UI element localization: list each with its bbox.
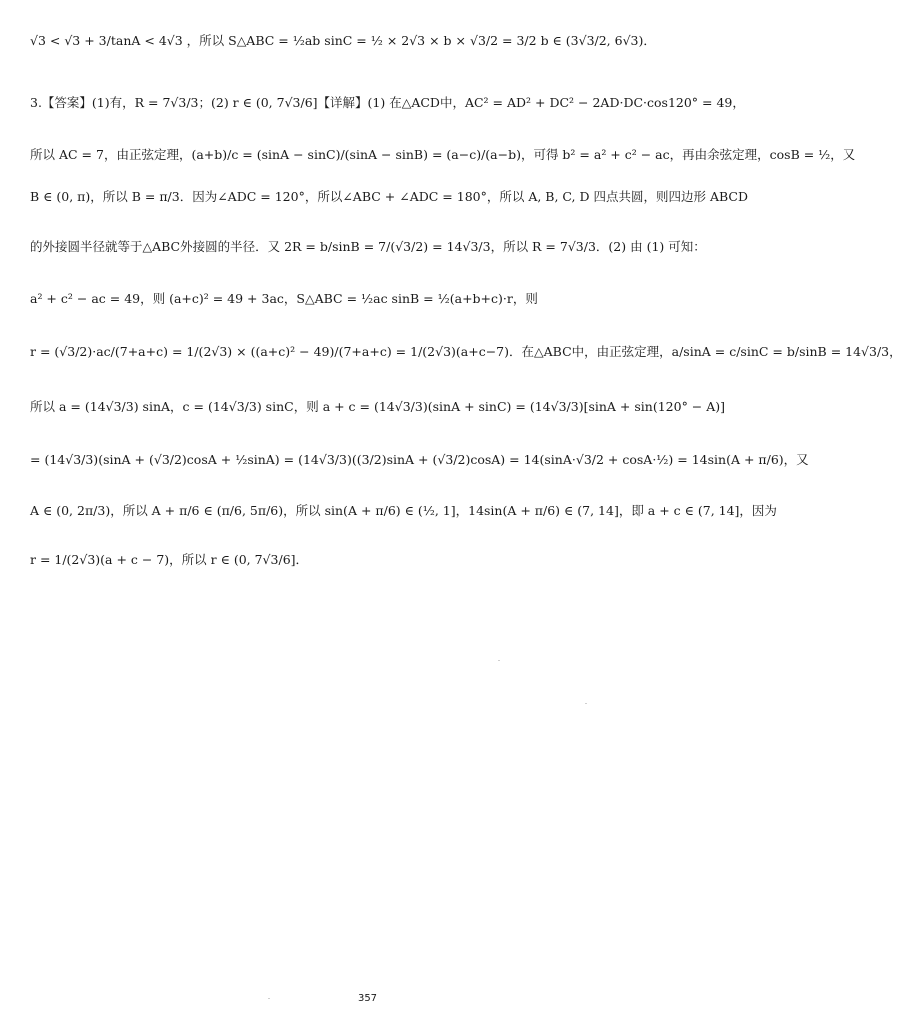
scan-speck (498, 660, 500, 661)
text-line-8: 所以 a = (14√3/3) sinA，c = (14√3/3) sinC，则 a + c = (14√3/3)(sinA + sinC) = (14√3/3)[sinA + sin(120° − A)] (30, 399, 726, 414)
text-line-7: r = (√3/2)·ac/(7+a+c) = 1/(2√3) × ((a+c)² − 49)/(7+a+c) = 1/(2√3)(a+c−7)．在△ABC中，由正弦定理，a/sinA = c/sinC = b/sinB = 14√3/3， (30, 344, 902, 359)
text-line-10: A ∈ (0, 2π/3)，所以 A + π/6 ∈ (π/6, 5π/6)，所以 sin(A + π/6) ∈ (½, 1]，14sin(A + π/6) ∈ (7, 14]，即 a + c ∈ (7, 14]，因为 (30, 503, 777, 518)
text-line-4: B ∈ (0, π)，所以 B = π/3．因为∠ADC = 120°，所以∠ABC + ∠ADC = 180°，所以 A, B, C, D 四点共圆，则四边形 ABCD (30, 189, 748, 204)
scan-speck (585, 703, 587, 704)
text-line-5: 的外接圆半径就等于△ABC外接圆的半径．又 2R = b/sinB = 7/(√3/2) = 14√3/3，所以 R = 7√3/3．(2) 由 (1) 可知： (30, 239, 706, 254)
text-line-6: a² + c² − ac = 49，则 (a+c)² = 49 + 3ac，S△ABC = ½ac sinB = ½(a+b+c)·r，则 (30, 291, 538, 306)
page-number: 357 (357, 993, 378, 1004)
text-line-9: = (14√3/3)(sinA + (√3/2)cosA + ½sinA) = (14√3/3)((3/2)sinA + (√3/2)cosA) = 14(sinA·√3/2 + cosA·½) = 14sin(A + π/6)，又 (30, 452, 809, 467)
text-line-2: 3.【答案】(1)有，R = 7√3/3；(2) r ∈ (0, 7√3/6]【详解】(1) 在△ACD中，AC² = AD² + DC² − 2AD·DC·cos120° = 49， (30, 95, 745, 110)
text-line-11: r = 1/(2√3)(a + c − 7)，所以 r ∈ (0, 7√3/6]． (30, 552, 309, 567)
text-line-3: 所以 AC = 7，由正弦定理，(a+b)/c = (sinA − sinC)/(sinA − sinB) = (a−c)/(a−b)，可得 b² = a² + c² − ac，再由余弦定理，cosB = ½，又 (30, 147, 856, 162)
text-line-1: √3 < √3 + 3/tanA < 4√3 ，所以 S△ABC = ½ab sinC = ½ × 2√3 × b × √3/2 = 3/2 b ∈ (3√3/2, 6√3)． (30, 33, 656, 48)
